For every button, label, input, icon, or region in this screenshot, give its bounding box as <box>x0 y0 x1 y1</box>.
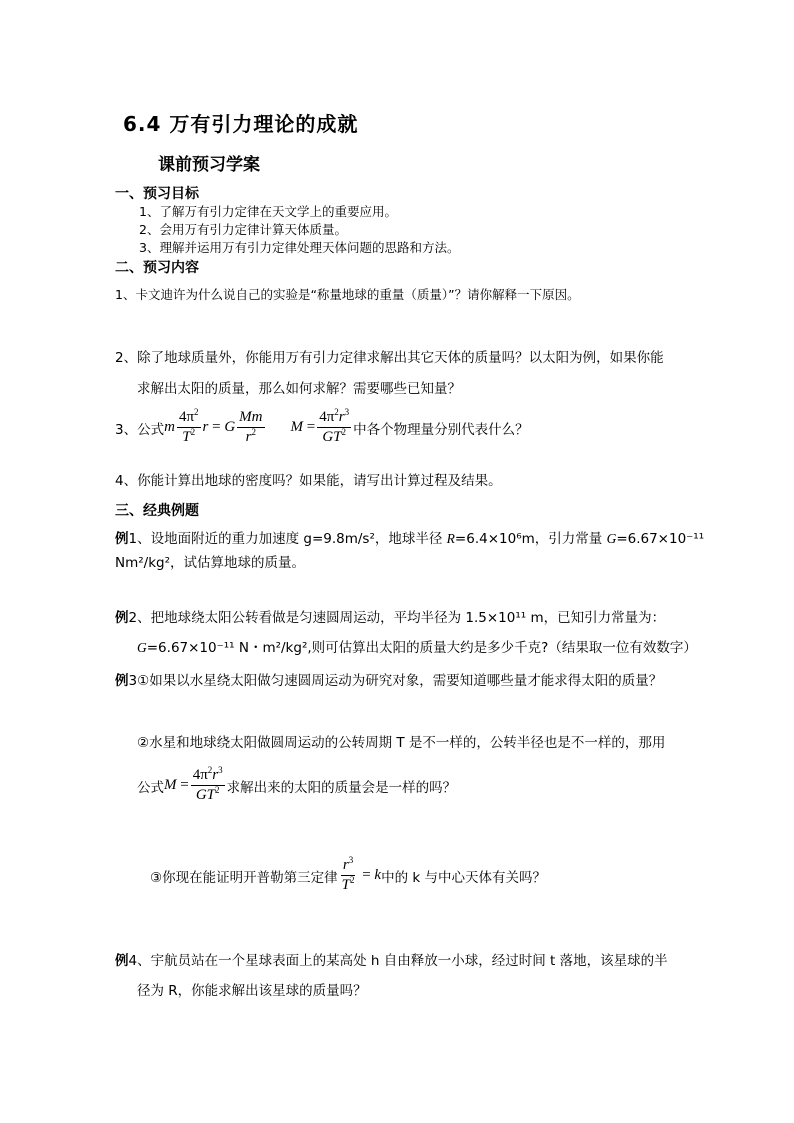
kepler-third-law-formula: $\frac{r^3}{T^2}$ = k <box>341 855 382 893</box>
question-1: 1、卡文迪许为什么说自己的实验是“称量地球的重量（质量）”？请你解释一下原因。 <box>115 287 580 302</box>
mass-formula: M = $\frac{4\pi^2r^3}{GT^2}$ <box>290 407 350 445</box>
question-4: 4、你能计算出地球的密度吗？如果能，请写出计算过程及结果。 <box>115 473 502 489</box>
orbit-formula: m $\frac{4\pi^2}{T^2}$ r = G $\frac{Mm}{r^2}$ <box>164 407 263 445</box>
question-3 <box>115 407 529 445</box>
example-3-line-3: 公式 M = $\frac{4\pi^2r^3}{GT^2}$ 求解出来的太阳的质量会是一样的吗？ <box>137 765 457 803</box>
example-2-line-1: 例2、把地球绕太阳公转看做是匀速圆周运动，平均半径为 1.5×10¹¹ m，已知引力常量为： <box>115 610 666 626</box>
example-2-line-2: G=6.67×10⁻¹¹ N・m²/kg²,则可估算出太阳的质量大约是多少千克?（结果取一位有效数字） <box>137 640 697 656</box>
example-label: 例 <box>115 673 129 689</box>
example-4-line-2: 径为 R，你能求解出该星球的质量吗？ <box>137 983 367 999</box>
question-2-line-1: 2、除了地球质量外，你能用万有引力定律求解出其它天体的质量吗？以太阳为例，如果你能 <box>115 350 664 366</box>
goal-item: 1、了解万有引力定律在天文学上的重要应用。 <box>139 204 397 219</box>
example-label: 例 <box>115 531 129 547</box>
question-3-suffix: 中各个物理量分别代表什么？ <box>353 421 529 438</box>
example-3-line-1: 例3①如果以水星绕太阳做匀速圆周运动为研究对象，需要知道哪些量才能求得太阳的质量？ <box>115 673 663 689</box>
question-2-line-2: 求解出太阳的质量，那么如何求解？需要哪些已知量？ <box>137 381 461 397</box>
page-title: 6.4 万有引力理论的成就 <box>123 112 359 136</box>
section-heading-content: 二、预习内容 <box>115 260 199 276</box>
section-heading-goals: 一、预习目标 <box>115 186 199 202</box>
sun-mass-formula: M = $\frac{4\pi^2r^3}{GT^2}$ <box>164 765 223 803</box>
example-3-line-4: ③你现在能证明开普勒第三定律 $\frac{r^3}{T^2}$ = k 中的 k 与中心天体有关吗？ <box>150 855 546 893</box>
page-subtitle: 课前预习学案 <box>158 155 260 175</box>
example-label: 例 <box>115 610 129 626</box>
goal-item: 2、会用万有引力定律计算天体质量。 <box>139 222 347 237</box>
example-1-line-1: 例1、设地面附近的重力加速度 g=9.8m/s²，地球半径 R=6.4×10⁶m，引力常量 G=6.67×10⁻¹¹ <box>115 531 705 547</box>
section-heading-examples: 三、经典例题 <box>115 503 199 519</box>
example-1-line-2: Nm²/kg²，试估算地球的质量。 <box>115 555 306 571</box>
example-3-line-2: ②水星和地球绕太阳做圆周运动的公转周期 T 是不一样的，公转半径也是不一样的，那用 <box>137 735 666 751</box>
goal-item: 3、理解并运用万有引力定律处理天体问题的思路和方法。 <box>139 240 460 255</box>
question-3-prefix: 3、公式 <box>115 421 165 438</box>
example-label: 例 <box>115 953 129 969</box>
example-4-line-1: 例4、宇航员站在一个星球表面上的某高处 h 自由释放一小球，经过时间 t 落地，该星球的半 <box>115 953 668 969</box>
